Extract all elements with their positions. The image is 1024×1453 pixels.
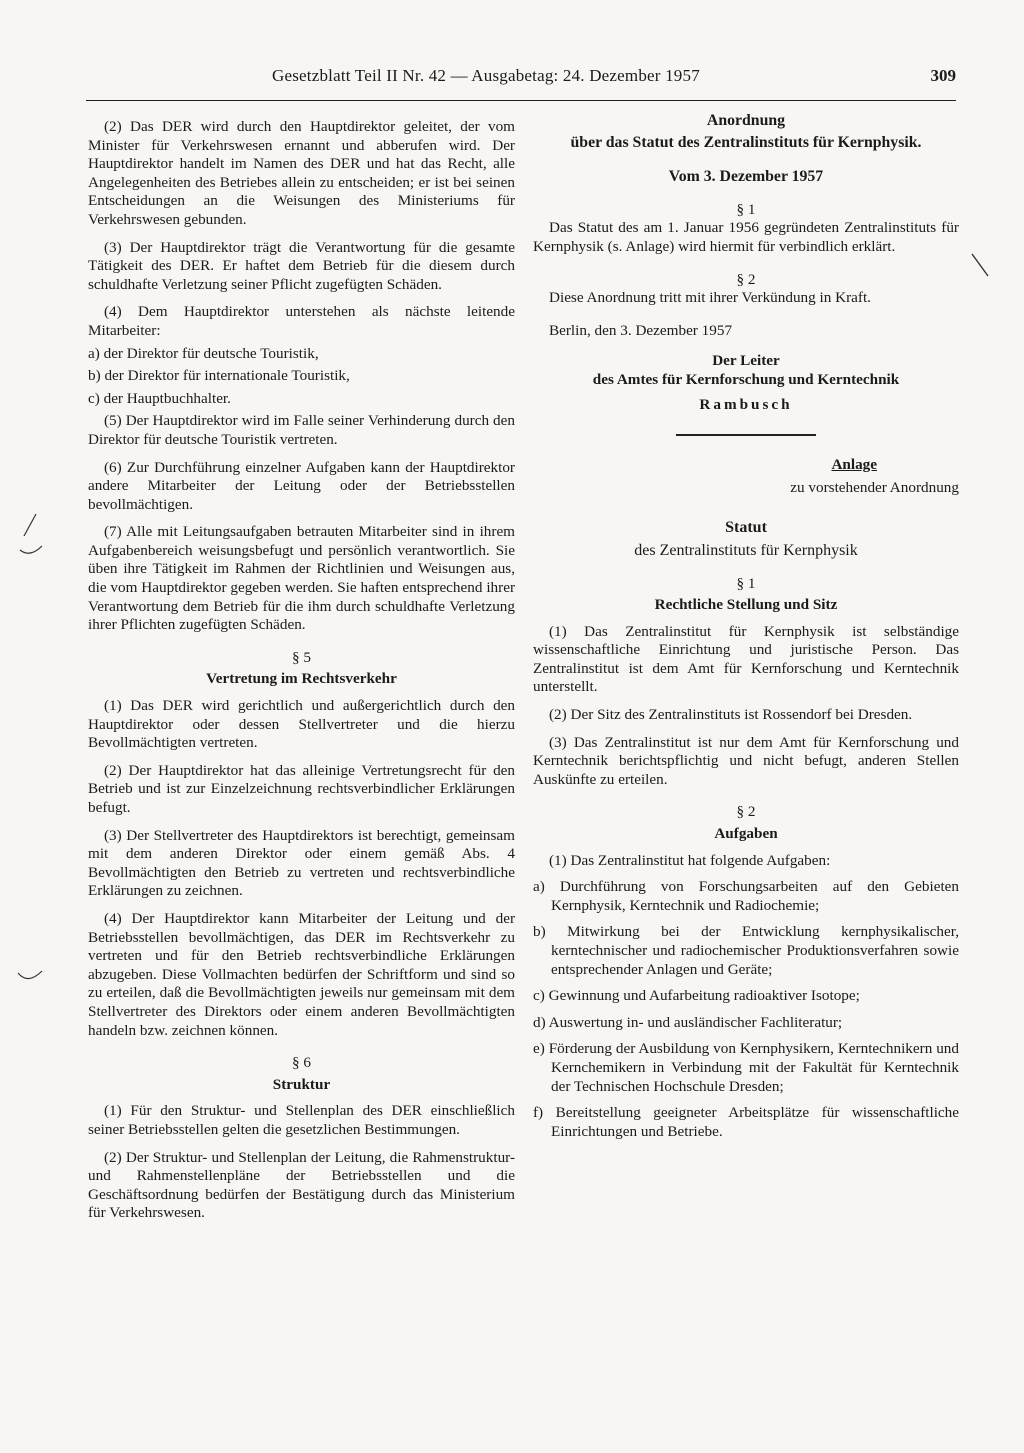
paragraph: (3) Der Hauptdirektor trägt die Verantwortung für die gesamte Tätigkeit des DER. Er haftet dem Betrieb für die diesem durch schuldhafte Verletzung seiner Pflicht zugefügten Schäden.: [88, 238, 515, 293]
paragraph: (3) Das Zentralinstitut ist nur dem Amt für Kernforschung und Kerntechnik berichtspflichtig und nicht befugt, anderen Stellen Auskünfte zu erteilen.: [533, 733, 959, 788]
section-title: Vertretung im Rechtsverkehr: [206, 670, 397, 688]
paragraph: (2) Der Hauptdirektor hat das alleinige Vertretungsrecht für den Betrieb und ist zur Einzelzeichnung rechtsverbindlicher Erklärungen befugt.: [88, 761, 515, 816]
margin-mark: [968, 250, 994, 280]
list-item: a) der Direktor für deutsche Touristik,: [88, 344, 319, 362]
staff-list: [88, 345, 515, 409]
paragraph: Das Statut des am 1. Januar 1956 gegründeten Zentralinstituts für Kernphysik (s. Anlage) wird hiermit für verbindlich erklärt.: [533, 219, 959, 255]
list-item: e) Förderung der Ausbildung von Kernphysikern, Kerntechnikern und Kernchemikern in Verbindung mit der Fakultät für Kerntechnik der Technischen Hochschule Dresden;: [533, 1040, 959, 1095]
gazette-title: Gesetzblatt Teil II Nr. 42 — Ausgabetag: 24. Dezember 1957: [272, 66, 700, 85]
page-number: 309: [930, 66, 956, 85]
header-rule: [86, 100, 956, 101]
paragraph: (1) Das DER wird gerichtlich und außergerichtlich durch den Hauptdirektor oder dessen Stellvertreter und die hierzu Bevollmächtigten vertreten.: [88, 697, 515, 752]
statute-title: Statut: [725, 519, 767, 537]
list-item: a) Durchführung von Forschungsarbeiten auf den Gebieten Kernphysik, Kerntechnik und Radiochemie;: [533, 878, 959, 914]
list-item: c) der Hauptbuchhalter.: [88, 389, 231, 407]
margin-mark: [14, 965, 44, 989]
statute-subtitle: des Zentralinstituts für Kernphysik: [634, 541, 858, 559]
section-number: § 2: [736, 270, 756, 288]
section-title: Rechtliche Stellung und Sitz: [654, 596, 838, 614]
page-header: [86, 64, 956, 94]
section-number: § 1: [736, 200, 756, 218]
decree-date: Vom 3. Dezember 1957: [668, 168, 824, 186]
signatory-office: des Amtes für Kernforschung und Kerntechnik: [592, 370, 900, 388]
section-number: § 2: [736, 803, 756, 821]
paragraph: (2) Der Sitz des Zentralinstituts ist Rossendorf bei Dresden.: [549, 706, 913, 724]
paragraph: (2) Das DER wird durch den Hauptdirektor geleitet, der vom Minister für Verkehrswesen ernannt und abberufen wird. Der Hauptdirektor handelt im Namen des DER und hat das Recht, alle Angelegenheiten des Betriebes allein zu entscheiden; er ist bei seinen Entscheidungen an die Weisungen des Ministeriums für Verkehrswesen gebunden.: [88, 118, 515, 228]
paragraph: (3) Der Stellvertreter des Hauptdirektors ist berechtigt, gemeinsam mit dem anderen Direktor oder einem gemäß Abs. 4 Bevollmächtigten den Betrieb zu vertreten und rechtsverbindliche Erklärungen zu zeichnen.: [88, 826, 515, 900]
paragraph: (1) Das Zentralinstitut für Kernphysik ist selbständige wissenschaftliche Einrichtung und juristische Person. Das Zentralinstitut ist dem Amt für Kernforschung und Kerntechnik unterstellt.: [533, 622, 959, 696]
section-number: § 5: [292, 648, 311, 666]
section-title: Aufgaben: [714, 825, 778, 843]
decree-subtitle: über das Statut des Zentralinstituts für Kernphysik.: [570, 133, 922, 151]
paragraph: (1) Das Zentralinstitut hat folgende Aufgaben:: [549, 851, 831, 869]
separator-rule: [676, 434, 816, 436]
paragraph: (4) Der Hauptdirektor kann Mitarbeiter der Leitung und der Betriebsstellen bevollmächtigen, das DER im Rechtsverkehr zu vertreten und für den Betrieb rechtsverbindliche Erklärungen abzugeben. Diese Vollmachten bedürfen der Schriftform und sind so zu erteilen, daß die Bevollmächtigten jeweils nur gemeinsam mit dem Stellvertreter des Direktors oder einem anderen Bevollmächtigten handeln bzw. zeichnen können.: [88, 909, 515, 1039]
section-number: § 1: [736, 574, 756, 592]
section-title: Struktur: [272, 1075, 331, 1093]
list-item: f) Bereitstellung geeigneter Arbeitsplätze für wissenschaftliche Einrichtungen und Betriebe.: [533, 1104, 959, 1140]
annex-label: Anlage: [831, 456, 877, 474]
list-item: b) Mitwirkung bei der Entwicklung kernphysikalischer, kerntechnischer und radiochemischer Produktionsverfahren sowie entsprechender Anlagen und Geräte;: [533, 923, 959, 978]
tasks-list: [533, 878, 959, 1141]
right-column: [533, 112, 959, 1149]
decree-title: Anordnung: [706, 112, 786, 129]
paragraph: (7) Alle mit Leitungsaufgaben betrauten Mitarbeiter sind in ihrem Aufgabenbereich weisungsbefugt und persönlich verantwortlich. Sie üben ihre Tätigkeit im Rahmen der Richtlinien und Weisungen aus, die vom Hauptdirektor gegeben werden. Sie haften entsprechend ihrer Verantwortung dem Betrieb für die ihm durch schuldhafte Verletzung ihrer Pflichten zugefügten Schäden.: [88, 523, 515, 634]
annex-subtitle: zu vorstehender Anordnung: [790, 478, 959, 496]
list-item: c) Gewinnung und Aufarbeitung radioaktiver Isotope;: [533, 987, 860, 1005]
paragraph: (4) Dem Hauptdirektor unterstehen als nächste leitende Mitarbeiter:: [88, 303, 515, 339]
list-item: d) Auswertung in- und ausländischer Fachliteratur;: [533, 1013, 843, 1031]
left-column: [88, 118, 515, 1223]
paragraph: (5) Der Hauptdirektor wird im Falle seiner Verhinderung durch den Direktor für deutsche Touristik vertreten.: [88, 412, 515, 448]
paragraph: Diese Anordnung tritt mit ihrer Verkündung in Kraft.: [549, 289, 871, 307]
signatory-name: Rambusch: [699, 395, 793, 413]
margin-mark: [14, 510, 44, 560]
signatory-title: Der Leiter: [712, 352, 780, 370]
signoff-line: Berlin, den 3. Dezember 1957: [549, 321, 733, 339]
list-item: b) der Direktor für internationale Touristik,: [88, 367, 350, 385]
paragraph: (2) Der Struktur- und Stellenplan der Leitung, die Rahmenstruktur- und Rahmenstellenpläne der Betriebsstellen und die Geschäftsordnung bedürfen der Bestätigung durch das Ministerium für Verkehrswesen.: [88, 1148, 515, 1222]
section-number: § 6: [292, 1054, 311, 1072]
paragraph: (6) Zur Durchführung einzelner Aufgaben kann der Hauptdirektor andere Mitarbeiter der Leitung oder der Betriebsstellen bevollmächtigen.: [88, 458, 515, 513]
paragraph: (1) Für den Struktur- und Stellenplan des DER einschließlich seiner Betriebsstellen gelten die gesetzlichen Bestimmungen.: [88, 1102, 515, 1138]
